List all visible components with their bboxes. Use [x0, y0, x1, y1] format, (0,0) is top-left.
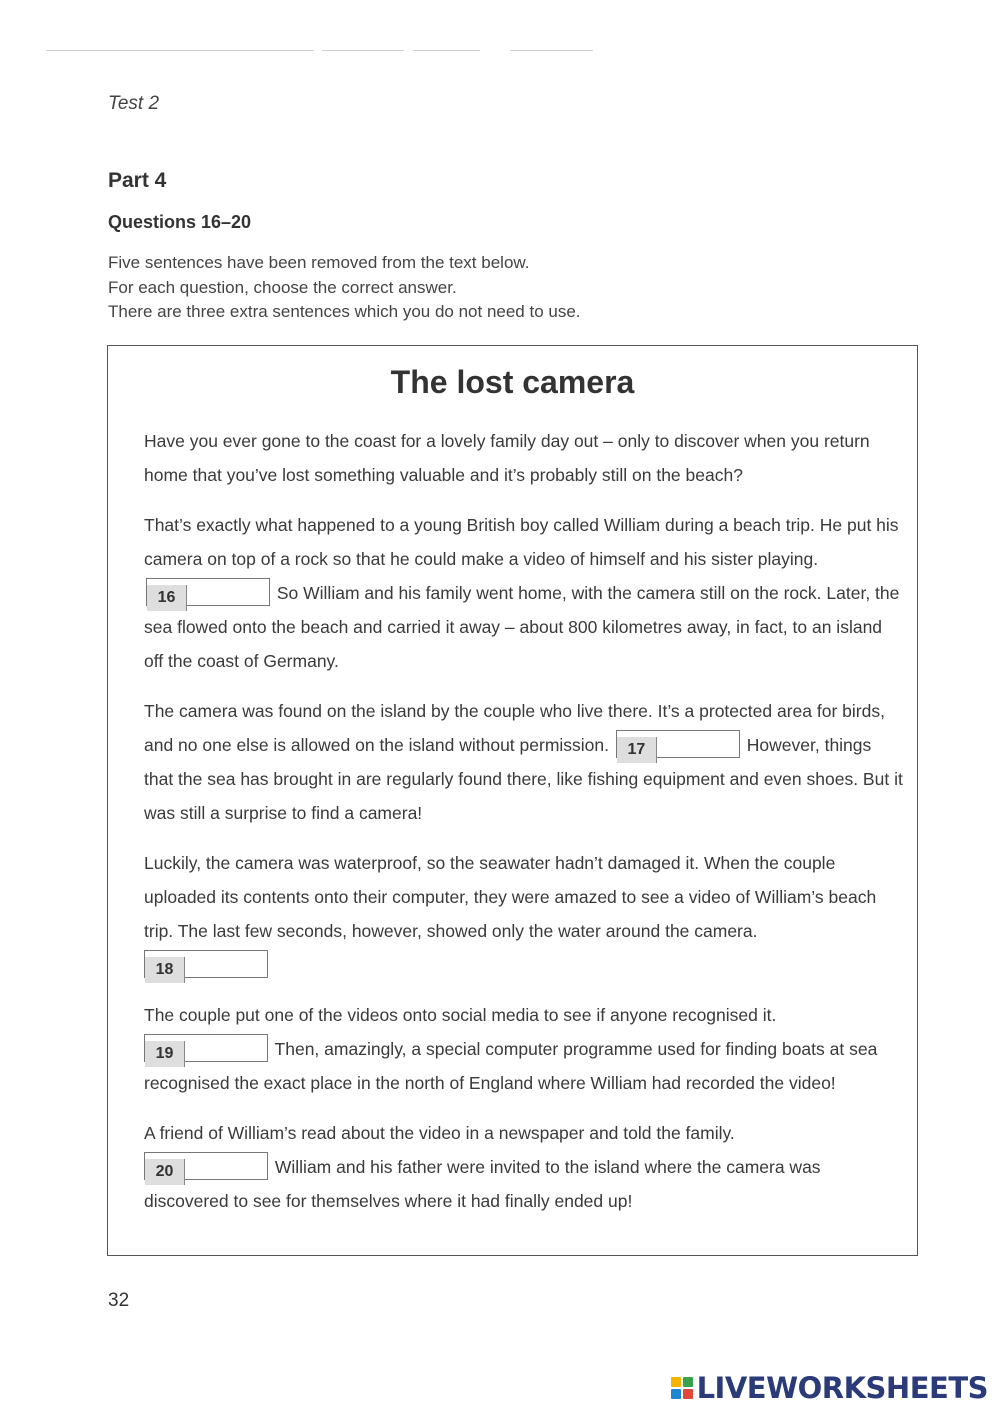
instruction-line: For each question, choose the correct answer. — [108, 277, 457, 297]
paragraph-text: William and his father were invited to the island where the camera was discovered to see for themselves where it had finally ended up! — [144, 1157, 821, 1211]
liveworksheets-brand[interactable] — [671, 1370, 988, 1406]
paragraph-text: The camera was found on the island by the couple who live there. It’s a protected area for birds, and no one else is allowed on the island without permission. — [144, 701, 885, 755]
logo-square — [671, 1377, 681, 1387]
questions-title: Questions 16–20 — [108, 212, 252, 232]
article-title: The lost camera — [390, 364, 635, 400]
article-body — [144, 424, 904, 1234]
logo-square — [683, 1389, 693, 1399]
answer-gap-18[interactable] — [144, 950, 268, 978]
gap-number: 18 — [145, 957, 185, 983]
paragraph-text: So William and his family went home, with the camera still on the rock. Later, the sea flowed onto the beach and carried it away – about 800 kilometres away, in fact, to an island off the coast of Germany. — [144, 583, 900, 671]
logo-square — [683, 1377, 693, 1387]
gap-number: 19 — [145, 1041, 185, 1067]
gap-number: 16 — [147, 585, 187, 611]
paragraph-4 — [144, 846, 904, 982]
answer-gap-17[interactable] — [616, 730, 740, 758]
answer-gap-19[interactable] — [144, 1034, 268, 1062]
paragraph-text: Have you ever gone to the coast for a lovely family day out – only to discover when you return home that you’ve lost something valuable and it’s probably still on the beach? — [144, 431, 870, 485]
top-rule-lines — [0, 50, 1000, 52]
instructions — [108, 251, 581, 325]
test-label: Test 2 — [108, 93, 160, 114]
paragraph-text: That’s exactly what happened to a young British boy called William during a beach trip. He put his camera on top of a rock so that he could make a video of himself and his sister playing. — [144, 515, 899, 569]
paragraph-3 — [144, 694, 904, 830]
paragraph-text: A friend of William’s read about the video in a newspaper and told the family. — [144, 1123, 735, 1143]
paragraph-text: The couple put one of the videos onto social media to see if anyone recognised it. — [144, 1005, 777, 1025]
page-number: 32 — [108, 1290, 130, 1311]
logo-square — [671, 1389, 681, 1399]
gap-number: 17 — [617, 737, 657, 763]
answer-gap-16[interactable] — [146, 578, 270, 606]
article-box — [107, 345, 918, 1256]
paragraph-text: Then, amazingly, a special computer programme used for finding boats at sea recognised the exact place in the north of England where William had recorded the video! — [144, 1039, 878, 1093]
paragraph-6 — [144, 1116, 904, 1218]
paragraph-1 — [144, 424, 904, 492]
instruction-line: There are three extra sentences which you do not need to use. — [108, 302, 581, 321]
liveworksheets-logo-icon — [671, 1377, 693, 1399]
instruction-line: Five sentences have been removed from the text below. — [108, 253, 530, 272]
paragraph-text: However, things that the sea has brought in are regularly found there, like fishing equipment and even shoes. But it was still a surprise to find a camera! — [144, 735, 903, 823]
gap-number: 20 — [145, 1159, 185, 1185]
paragraph-text: Luckily, the camera was waterproof, so the seawater hadn’t damaged it. When the couple uploaded its contents onto their computer, they were amazed to see a video of William’s beach trip. The last few seconds, however, showed only the water around the camera. — [144, 853, 877, 941]
brand-text: LIVEWORKSHEETS — [696, 1371, 988, 1405]
part-title: Part 4 — [108, 169, 167, 192]
answer-gap-20[interactable] — [144, 1152, 268, 1180]
paragraph-2 — [144, 508, 904, 678]
paragraph-5 — [144, 998, 904, 1100]
